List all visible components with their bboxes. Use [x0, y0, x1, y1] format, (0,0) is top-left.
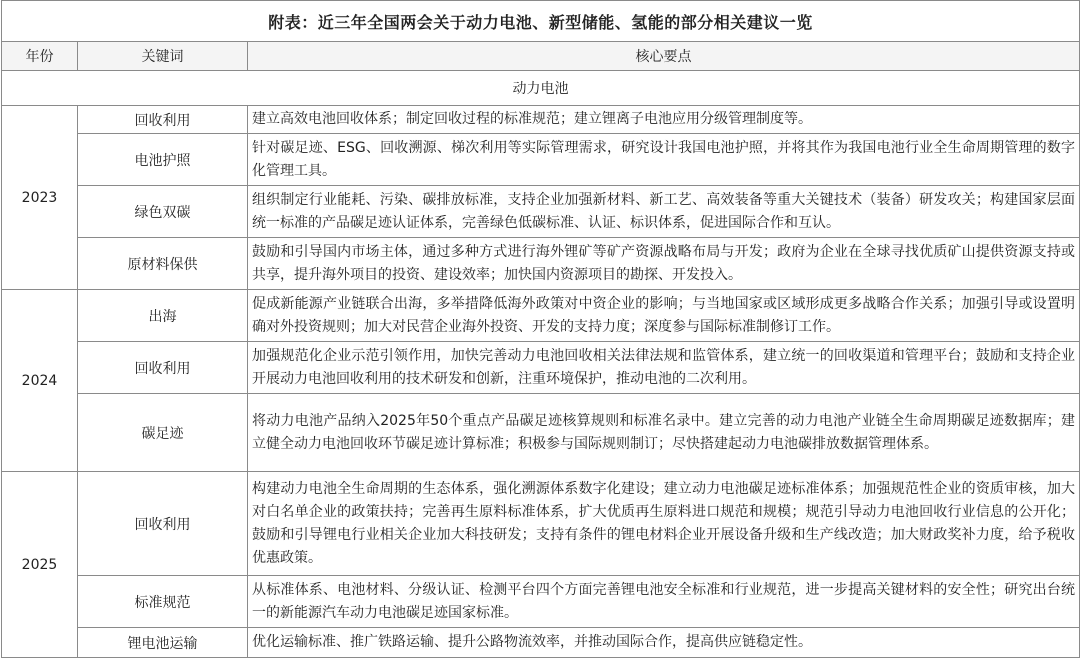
keyword-cell: 出海: [78, 290, 248, 342]
table-row: [2, 238, 1080, 290]
points-cell: 建立高效电池回收体系；制定回收过程的标准规范；建立锂离子电池应用分级管理制度等。: [248, 106, 1080, 134]
table-row: [2, 186, 1080, 238]
year-cell: 2023: [2, 106, 78, 290]
table-row: [2, 134, 1080, 186]
keyword-cell: 回收利用: [78, 342, 248, 394]
table-row: [2, 290, 1080, 342]
year-cell: 2024: [2, 290, 78, 472]
table-row: [2, 628, 1080, 658]
keyword-cell: 回收利用: [78, 472, 248, 576]
table-row: [2, 472, 1080, 576]
points-cell: 针对碳足迹、ESG、回收溯源、梯次利用等实际管理需求，研究设计我国电池护照，并将其作为我国电池行业全生命周期管理的数字化管理工具。: [248, 134, 1080, 186]
table-row: [2, 576, 1080, 628]
table-title: 附表：近三年全国两会关于动力电池、新型储能、氢能的部分相关建议一览: [2, 1, 1080, 42]
keyword-cell: 碳足迹: [78, 394, 248, 472]
points-cell: 促成新能源产业链联合出海，多举措降低海外政策对中资企业的影响；与当地国家或区域形成更多战略合作关系；加强引导或设置明确对外投资规则；加大对民营企业海外投资、开发的支持力度；深度参与国际标准制修订工作。: [248, 290, 1080, 342]
header-keyword: 关键词: [78, 42, 248, 71]
header-year: 年份: [2, 42, 78, 71]
section-title: 动力电池: [2, 71, 1080, 106]
keyword-cell: 原材料保供: [78, 238, 248, 290]
points-cell: 构建动力电池全生命周期的生态体系，强化溯源体系数字化建设；建立动力电池碳足迹标准体系；加强规范性企业的资质审核，加大对白名单企业的政策扶持；完善再生原料标准体系，扩大优质再生原料进口规范和规模；规范引导动力电池回收行业信息的公开化；鼓励和引导锂电行业相关企业加大科技研发；支持有条件的锂电材料企业开展设备升级和生产线改造；加大财政奖补力度，给予税收优惠政策。: [248, 472, 1080, 576]
year-cell: 2025: [2, 472, 78, 658]
points-cell: 鼓励和引导国内市场主体，通过多种方式进行海外锂矿等矿产资源战略布局与开发；政府为企业在全球寻找优质矿山提供资源支持或共享，提升海外项目的投资、建设效率；加快国内资源项目的勘探、开发投入。: [248, 238, 1080, 290]
table-row: [2, 394, 1080, 472]
table-row: [2, 342, 1080, 394]
points-cell: 将动力电池产品纳入2025年50个重点产品碳足迹核算规则和标准名录中。建立完善的动力电池产业链全生命周期碳足迹数据库；建立健全动力电池回收环节碳足迹计算标准；积极参与国际规则制订；尽快搭建起动力电池碳排放数据管理体系。: [248, 394, 1080, 472]
points-cell: 加强规范化企业示范引领作用，加快完善动力电池回收相关法律法规和监管体系，建立统一的回收渠道和管理平台；鼓励和支持企业开展动力电池回收利用的技术研发和创新，注重环境保护，推动电池的二次利用。: [248, 342, 1080, 394]
points-cell: 从标准体系、电池材料、分级认证、检测平台四个方面完善锂电池安全标准和行业规范，进一步提高关键材料的安全性；研究出台统一的新能源汽车动力电池碳足迹国家标准。: [248, 576, 1080, 628]
points-cell: 优化运输标准、推广铁路运输、提升公路物流效率，并推动国际合作，提高供应链稳定性。: [248, 628, 1080, 658]
appendix-table: [1, 0, 1080, 658]
header-points: 核心要点: [248, 42, 1080, 71]
table-row: [2, 106, 1080, 134]
keyword-cell: 回收利用: [78, 106, 248, 134]
points-cell: 组织制定行业能耗、污染、碳排放标准，支持企业加强新材料、新工艺、高效装备等重大关键技术（装备）研发攻关；构建国家层面统一标准的产品碳足迹认证体系，完善绿色低碳标准、认证、标识体系，促进国际合作和互认。: [248, 186, 1080, 238]
keyword-cell: 标准规范: [78, 576, 248, 628]
keyword-cell: 绿色双碳: [78, 186, 248, 238]
keyword-cell: 锂电池运输: [78, 628, 248, 658]
keyword-cell: 电池护照: [78, 134, 248, 186]
